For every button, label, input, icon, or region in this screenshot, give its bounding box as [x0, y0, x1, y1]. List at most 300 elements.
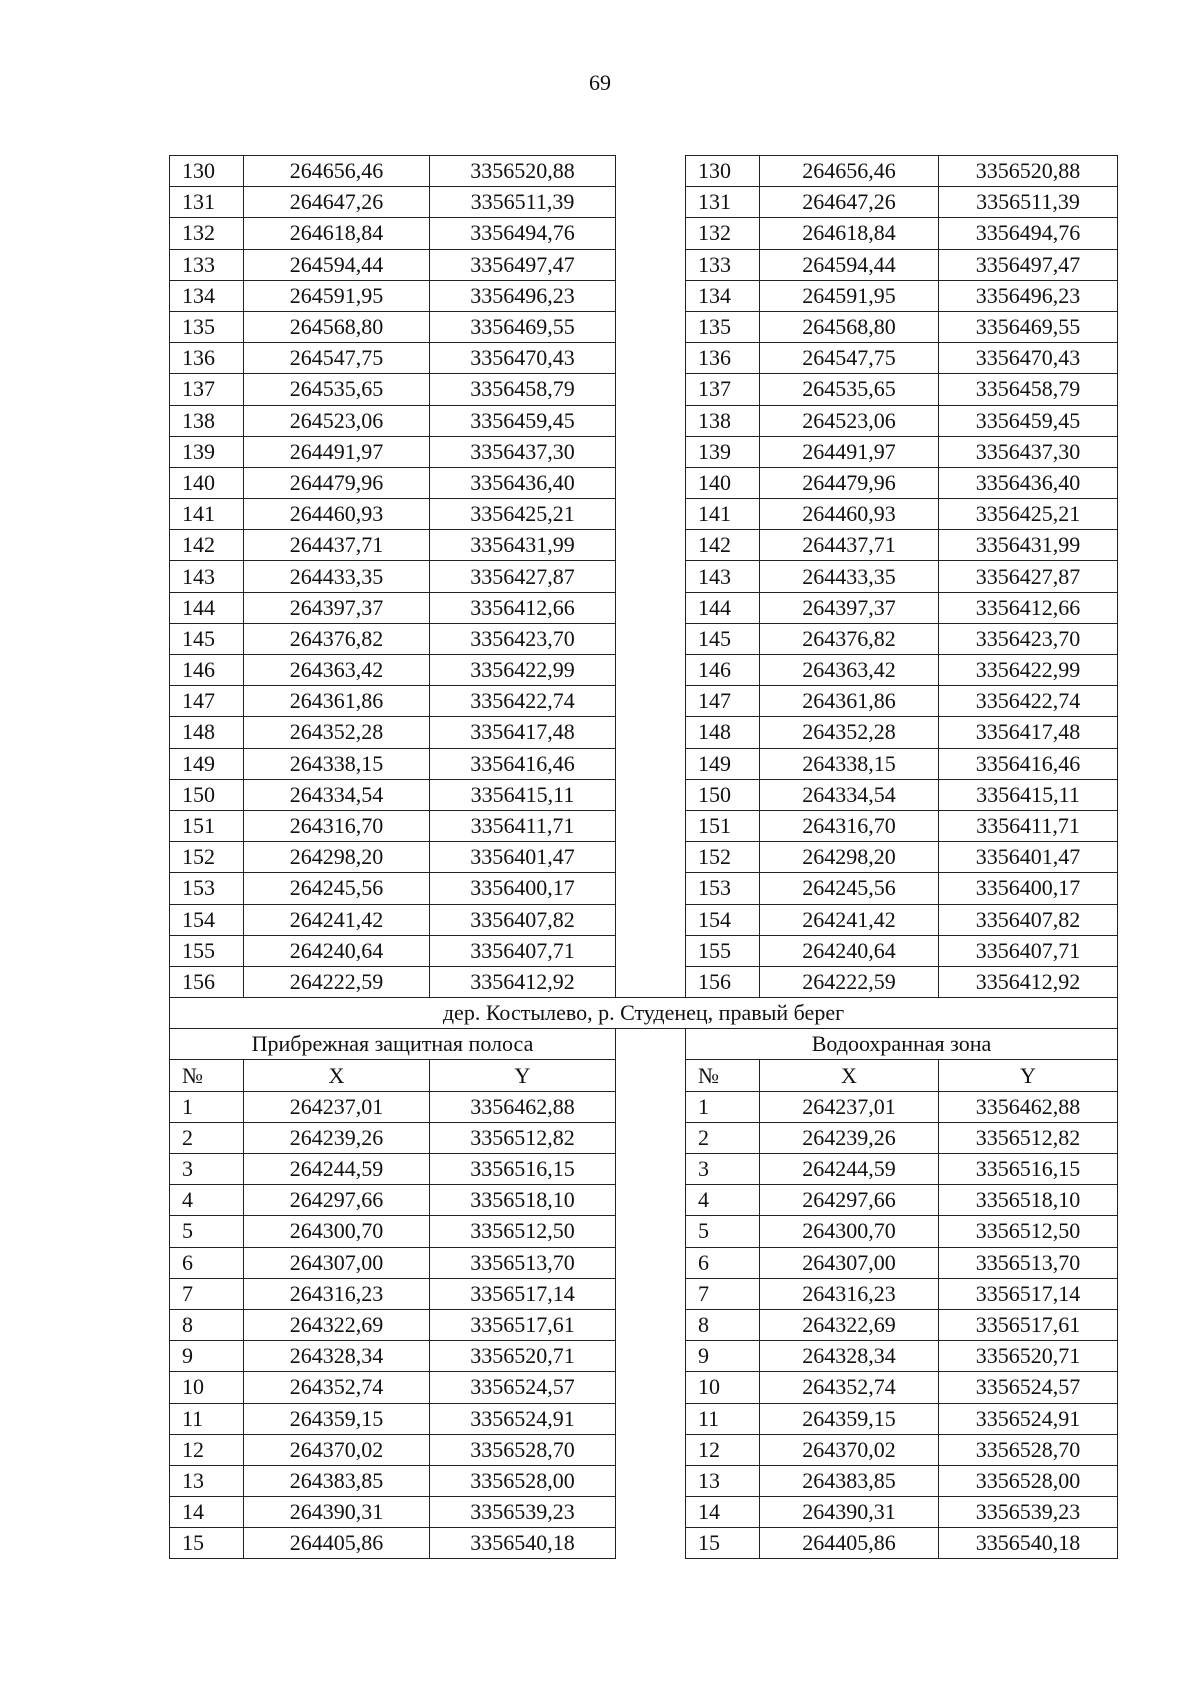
column-gap — [616, 1029, 686, 1060]
left-point-number: 154 — [170, 904, 244, 935]
table-row — [170, 1154, 1118, 1185]
left-y-value: 3356470,43 — [430, 343, 616, 374]
right-y-value: 3356427,87 — [939, 561, 1118, 592]
column-gap — [616, 405, 686, 436]
right-point-number: 147 — [686, 686, 760, 717]
column-gap — [616, 343, 686, 374]
right-point-number: 11 — [686, 1403, 760, 1434]
left-y-value: 3356520,88 — [430, 156, 616, 187]
left-y-value: 3356518,10 — [430, 1185, 616, 1216]
right-x-value: 264390,31 — [760, 1497, 939, 1528]
left-x-value: 264361,86 — [244, 686, 430, 717]
left-x-value: 264479,96 — [244, 467, 430, 498]
right-x-value: 264479,96 — [760, 467, 939, 498]
left-point-number: 11 — [170, 1403, 244, 1434]
column-gap — [616, 873, 686, 904]
left-point-number: 8 — [170, 1309, 244, 1340]
right-point-number: 154 — [686, 904, 760, 935]
left-x-value: 264240,64 — [244, 935, 430, 966]
zone-header-row — [170, 1029, 1118, 1060]
left-point-number: 130 — [170, 156, 244, 187]
section-header — [170, 998, 1118, 1092]
column-gap — [616, 1403, 686, 1434]
left-y-value: 3356407,71 — [430, 935, 616, 966]
left-x-value: 264437,71 — [244, 530, 430, 561]
left-x-value: 264338,15 — [244, 748, 430, 779]
left-point-number: 146 — [170, 655, 244, 686]
right-x-value: 264591,95 — [760, 280, 939, 311]
left-x-value: 264298,20 — [244, 842, 430, 873]
right-y-value: 3356517,61 — [939, 1309, 1118, 1340]
left-y-value: 3356528,70 — [430, 1434, 616, 1465]
left-point-number: 145 — [170, 623, 244, 654]
left-y-value: 3356524,57 — [430, 1372, 616, 1403]
table-row — [170, 1403, 1118, 1434]
column-gap — [616, 467, 686, 498]
right-point-number: 137 — [686, 374, 760, 405]
left-y-value: 3356412,92 — [430, 966, 616, 997]
left-x-header: X — [244, 1060, 430, 1091]
left-point-number: 2 — [170, 1122, 244, 1153]
left-x-value: 264376,82 — [244, 623, 430, 654]
left-x-value: 264322,69 — [244, 1309, 430, 1340]
column-gap — [616, 374, 686, 405]
right-y-value: 3356412,66 — [939, 592, 1118, 623]
right-x-value: 264361,86 — [760, 686, 939, 717]
left-y-value: 3356520,71 — [430, 1341, 616, 1372]
right-point-number: 142 — [686, 530, 760, 561]
left-y-value: 3356539,23 — [430, 1497, 616, 1528]
right-y-value: 3356417,48 — [939, 717, 1118, 748]
right-point-number: 134 — [686, 280, 760, 311]
column-gap — [616, 561, 686, 592]
left-y-value: 3356540,18 — [430, 1528, 616, 1559]
left-y-value: 3356524,91 — [430, 1403, 616, 1434]
right-y-value: 3356400,17 — [939, 873, 1118, 904]
right-point-number: 151 — [686, 810, 760, 841]
right-y-value: 3356512,50 — [939, 1216, 1118, 1247]
left-y-value: 3356427,87 — [430, 561, 616, 592]
left-x-value: 264397,37 — [244, 592, 430, 623]
right-point-number: 138 — [686, 405, 760, 436]
column-gap — [616, 1528, 686, 1559]
left-x-value: 264523,06 — [244, 405, 430, 436]
right-y-value: 3356517,14 — [939, 1278, 1118, 1309]
right-point-number: 14 — [686, 1497, 760, 1528]
left-y-value: 3356437,30 — [430, 436, 616, 467]
left-y-value: 3356431,99 — [430, 530, 616, 561]
table-row — [170, 748, 1118, 779]
table-row — [170, 935, 1118, 966]
right-x-value: 264397,37 — [760, 592, 939, 623]
table-row — [170, 1247, 1118, 1278]
page-number: 69 — [589, 70, 611, 95]
right-point-number: 140 — [686, 467, 760, 498]
left-x-value: 264237,01 — [244, 1091, 430, 1122]
table-row — [170, 1434, 1118, 1465]
right-point-number: 145 — [686, 623, 760, 654]
table-row — [170, 655, 1118, 686]
table-row — [170, 1372, 1118, 1403]
left-point-number: 142 — [170, 530, 244, 561]
left-y-value: 3356425,21 — [430, 499, 616, 530]
column-gap — [616, 1216, 686, 1247]
right-x-value: 264316,23 — [760, 1278, 939, 1309]
right-x-value: 264241,42 — [760, 904, 939, 935]
column-gap — [616, 1154, 686, 1185]
right-y-value: 3356513,70 — [939, 1247, 1118, 1278]
left-point-number: 136 — [170, 343, 244, 374]
left-y-value: 3356436,40 — [430, 467, 616, 498]
right-y-value: 3356497,47 — [939, 249, 1118, 280]
right-x-value: 264334,54 — [760, 779, 939, 810]
upper-rows — [170, 156, 1118, 998]
left-x-value: 264239,26 — [244, 1122, 430, 1153]
right-point-number: 153 — [686, 873, 760, 904]
column-gap — [616, 935, 686, 966]
column-gap — [616, 436, 686, 467]
right-x-value: 264405,86 — [760, 1528, 939, 1559]
left-point-number: 6 — [170, 1247, 244, 1278]
table-row — [170, 1528, 1118, 1559]
left-point-number: 10 — [170, 1372, 244, 1403]
left-x-value: 264363,42 — [244, 655, 430, 686]
right-point-number: 130 — [686, 156, 760, 187]
right-point-number: 135 — [686, 311, 760, 342]
left-point-number: 144 — [170, 592, 244, 623]
left-point-number: 149 — [170, 748, 244, 779]
right-y-value: 3356539,23 — [939, 1497, 1118, 1528]
right-point-number: 2 — [686, 1122, 760, 1153]
right-y-value: 3356469,55 — [939, 311, 1118, 342]
left-point-number: 4 — [170, 1185, 244, 1216]
table-row — [170, 499, 1118, 530]
right-x-value: 264244,59 — [760, 1154, 939, 1185]
right-x-value: 264437,71 — [760, 530, 939, 561]
left-point-number: 156 — [170, 966, 244, 997]
left-point-number: 138 — [170, 405, 244, 436]
left-point-number: 140 — [170, 467, 244, 498]
right-point-number: 148 — [686, 717, 760, 748]
left-x-value: 264591,95 — [244, 280, 430, 311]
right-y-value: 3356494,76 — [939, 218, 1118, 249]
left-x-value: 264618,84 — [244, 218, 430, 249]
left-x-value: 264568,80 — [244, 311, 430, 342]
right-point-number: 155 — [686, 935, 760, 966]
left-y-value: 3356416,46 — [430, 748, 616, 779]
table-row — [170, 561, 1118, 592]
left-y-header: Y — [430, 1060, 616, 1091]
right-point-number: 15 — [686, 1528, 760, 1559]
left-x-value: 264491,97 — [244, 436, 430, 467]
left-x-value: 264244,59 — [244, 1154, 430, 1185]
left-x-value: 264352,74 — [244, 1372, 430, 1403]
right-point-number: 3 — [686, 1154, 760, 1185]
left-point-number: 9 — [170, 1341, 244, 1372]
left-x-value: 264370,02 — [244, 1434, 430, 1465]
right-y-value: 3356512,82 — [939, 1122, 1118, 1153]
right-point-number: 143 — [686, 561, 760, 592]
column-gap — [616, 1465, 686, 1496]
right-point-number: 10 — [686, 1372, 760, 1403]
right-y-value: 3356470,43 — [939, 343, 1118, 374]
left-point-number: 137 — [170, 374, 244, 405]
right-y-value: 3356401,47 — [939, 842, 1118, 873]
column-gap — [616, 1091, 686, 1122]
left-point-number: 143 — [170, 561, 244, 592]
left-x-value: 264405,86 — [244, 1528, 430, 1559]
table-row — [170, 1497, 1118, 1528]
right-x-value: 264300,70 — [760, 1216, 939, 1247]
right-point-number: 5 — [686, 1216, 760, 1247]
right-y-value: 3356407,71 — [939, 935, 1118, 966]
column-gap — [616, 530, 686, 561]
right-point-number: 146 — [686, 655, 760, 686]
right-point-number: 133 — [686, 249, 760, 280]
left-x-value: 264433,35 — [244, 561, 430, 592]
left-x-value: 264647,26 — [244, 187, 430, 218]
right-point-number: 4 — [686, 1185, 760, 1216]
right-y-value: 3356415,11 — [939, 779, 1118, 810]
left-x-value: 264334,54 — [244, 779, 430, 810]
table-row — [170, 1341, 1118, 1372]
left-y-value: 3356400,17 — [430, 873, 616, 904]
left-x-value: 264316,23 — [244, 1278, 430, 1309]
table-row — [170, 1091, 1118, 1122]
right-x-value: 264460,93 — [760, 499, 939, 530]
right-y-value: 3356528,00 — [939, 1465, 1118, 1496]
right-point-number: 141 — [686, 499, 760, 530]
table-row — [170, 1216, 1118, 1247]
left-x-value: 264222,59 — [244, 966, 430, 997]
left-y-value: 3356407,82 — [430, 904, 616, 935]
column-gap — [616, 1122, 686, 1153]
right-y-value: 3356459,45 — [939, 405, 1118, 436]
left-point-number: 150 — [170, 779, 244, 810]
left-point-number: 7 — [170, 1278, 244, 1309]
lower-rows — [170, 1091, 1118, 1559]
right-x-value: 264383,85 — [760, 1465, 939, 1496]
right-x-value: 264433,35 — [760, 561, 939, 592]
left-point-number: 13 — [170, 1465, 244, 1496]
left-x-value: 264594,44 — [244, 249, 430, 280]
right-x-value: 264647,26 — [760, 187, 939, 218]
left-point-number: 12 — [170, 1434, 244, 1465]
left-point-number: 153 — [170, 873, 244, 904]
right-point-number: 9 — [686, 1341, 760, 1372]
column-gap — [616, 1372, 686, 1403]
left-y-value: 3356417,48 — [430, 717, 616, 748]
column-gap — [616, 1434, 686, 1465]
table-row — [170, 842, 1118, 873]
table-row — [170, 1122, 1118, 1153]
table-row — [170, 156, 1118, 187]
left-y-value: 3356422,74 — [430, 686, 616, 717]
left-point-number: 15 — [170, 1528, 244, 1559]
left-point-number: 151 — [170, 810, 244, 841]
left-y-value: 3356401,47 — [430, 842, 616, 873]
right-x-value: 264359,15 — [760, 1403, 939, 1434]
column-gap — [616, 966, 686, 997]
table-row — [170, 530, 1118, 561]
table-row — [170, 904, 1118, 935]
right-zone-header: Водоохранная зона — [686, 1029, 1118, 1060]
right-x-value: 264237,01 — [760, 1091, 939, 1122]
right-y-value: 3356412,92 — [939, 966, 1118, 997]
right-x-value: 264245,56 — [760, 873, 939, 904]
right-x-value: 264535,65 — [760, 374, 939, 405]
column-gap — [616, 717, 686, 748]
right-y-value: 3356520,71 — [939, 1341, 1118, 1372]
right-y-value: 3356422,99 — [939, 655, 1118, 686]
left-point-number: 134 — [170, 280, 244, 311]
left-point-number: 139 — [170, 436, 244, 467]
right-x-value: 264322,69 — [760, 1309, 939, 1340]
left-zone-header: Прибрежная защитная полоса — [170, 1029, 616, 1060]
table-row — [170, 280, 1118, 311]
left-point-number: 5 — [170, 1216, 244, 1247]
table-row — [170, 1185, 1118, 1216]
right-point-number: 139 — [686, 436, 760, 467]
left-point-number: 1 — [170, 1091, 244, 1122]
left-x-value: 264300,70 — [244, 1216, 430, 1247]
right-x-value: 264297,66 — [760, 1185, 939, 1216]
left-y-value: 3356462,88 — [430, 1091, 616, 1122]
right-y-value: 3356437,30 — [939, 436, 1118, 467]
left-x-value: 264359,15 — [244, 1403, 430, 1434]
column-gap — [616, 655, 686, 686]
left-x-value: 264535,65 — [244, 374, 430, 405]
left-point-number: 133 — [170, 249, 244, 280]
table-row — [170, 1465, 1118, 1496]
column-gap — [616, 1060, 686, 1091]
left-y-value: 3356469,55 — [430, 311, 616, 342]
table-row — [170, 436, 1118, 467]
left-x-value: 264352,28 — [244, 717, 430, 748]
right-y-value: 3356518,10 — [939, 1185, 1118, 1216]
column-gap — [616, 1309, 686, 1340]
table-row — [170, 779, 1118, 810]
right-x-value: 264568,80 — [760, 311, 939, 342]
column-gap — [616, 1247, 686, 1278]
left-y-value: 3356516,15 — [430, 1154, 616, 1185]
left-point-number: 132 — [170, 218, 244, 249]
left-y-value: 3356511,39 — [430, 187, 616, 218]
right-point-number: 136 — [686, 343, 760, 374]
column-gap — [616, 592, 686, 623]
left-y-value: 3356423,70 — [430, 623, 616, 654]
left-y-value: 3356415,11 — [430, 779, 616, 810]
right-x-value: 264547,75 — [760, 343, 939, 374]
column-gap — [616, 249, 686, 280]
right-x-value: 264338,15 — [760, 748, 939, 779]
right-x-value: 264222,59 — [760, 966, 939, 997]
left-y-value: 3356494,76 — [430, 218, 616, 249]
column-gap — [616, 218, 686, 249]
column-gap — [616, 686, 686, 717]
right-point-number: 156 — [686, 966, 760, 997]
table-row — [170, 467, 1118, 498]
right-y-value: 3356431,99 — [939, 530, 1118, 561]
left-x-value: 264460,93 — [244, 499, 430, 530]
left-x-value: 264547,75 — [244, 343, 430, 374]
left-x-value: 264316,70 — [244, 810, 430, 841]
right-point-number: 1 — [686, 1091, 760, 1122]
left-x-value: 264383,85 — [244, 1465, 430, 1496]
left-num-header: № — [170, 1060, 244, 1091]
right-y-value: 3356511,39 — [939, 187, 1118, 218]
right-x-value: 264240,64 — [760, 935, 939, 966]
left-y-value: 3356459,45 — [430, 405, 616, 436]
left-y-value: 3356512,82 — [430, 1122, 616, 1153]
left-y-value: 3356517,14 — [430, 1278, 616, 1309]
right-point-number: 150 — [686, 779, 760, 810]
right-point-number: 12 — [686, 1434, 760, 1465]
right-y-value: 3356496,23 — [939, 280, 1118, 311]
table-row — [170, 187, 1118, 218]
right-point-number: 149 — [686, 748, 760, 779]
right-y-value: 3356540,18 — [939, 1528, 1118, 1559]
right-x-value: 264316,70 — [760, 810, 939, 841]
right-y-value: 3356425,21 — [939, 499, 1118, 530]
right-y-value: 3356411,71 — [939, 810, 1118, 841]
left-x-value: 264245,56 — [244, 873, 430, 904]
right-x-value: 264352,28 — [760, 717, 939, 748]
section-title: дер. Костылево, р. Студенец, правый берег — [170, 998, 1118, 1029]
right-y-value: 3356416,46 — [939, 748, 1118, 779]
right-point-number: 131 — [686, 187, 760, 218]
right-x-value: 264594,44 — [760, 249, 939, 280]
table-row — [170, 249, 1118, 280]
right-y-value: 3356423,70 — [939, 623, 1118, 654]
left-point-number: 147 — [170, 686, 244, 717]
column-gap — [616, 499, 686, 530]
left-y-value: 3356528,00 — [430, 1465, 616, 1496]
left-x-value: 264307,00 — [244, 1247, 430, 1278]
left-point-number: 155 — [170, 935, 244, 966]
right-y-value: 3356462,88 — [939, 1091, 1118, 1122]
left-y-value: 3356411,71 — [430, 810, 616, 841]
right-point-number: 8 — [686, 1309, 760, 1340]
left-point-number: 148 — [170, 717, 244, 748]
column-gap — [616, 779, 686, 810]
column-gap — [616, 1185, 686, 1216]
column-gap — [616, 311, 686, 342]
table-row — [170, 311, 1118, 342]
table-row — [170, 592, 1118, 623]
table-row — [170, 374, 1118, 405]
table-row — [170, 1278, 1118, 1309]
column-gap — [616, 748, 686, 779]
right-y-value: 3356436,40 — [939, 467, 1118, 498]
right-y-value: 3356458,79 — [939, 374, 1118, 405]
column-gap — [616, 187, 686, 218]
left-point-number: 141 — [170, 499, 244, 530]
table-row — [170, 873, 1118, 904]
left-point-number: 135 — [170, 311, 244, 342]
right-x-value: 264328,34 — [760, 1341, 939, 1372]
right-point-number: 132 — [686, 218, 760, 249]
right-x-value: 264491,97 — [760, 436, 939, 467]
left-y-value: 3356496,23 — [430, 280, 616, 311]
right-x-value: 264239,26 — [760, 1122, 939, 1153]
column-gap — [616, 280, 686, 311]
column-gap — [616, 623, 686, 654]
right-point-number: 13 — [686, 1465, 760, 1496]
left-x-value: 264390,31 — [244, 1497, 430, 1528]
left-y-value: 3356422,99 — [430, 655, 616, 686]
table-row — [170, 405, 1118, 436]
